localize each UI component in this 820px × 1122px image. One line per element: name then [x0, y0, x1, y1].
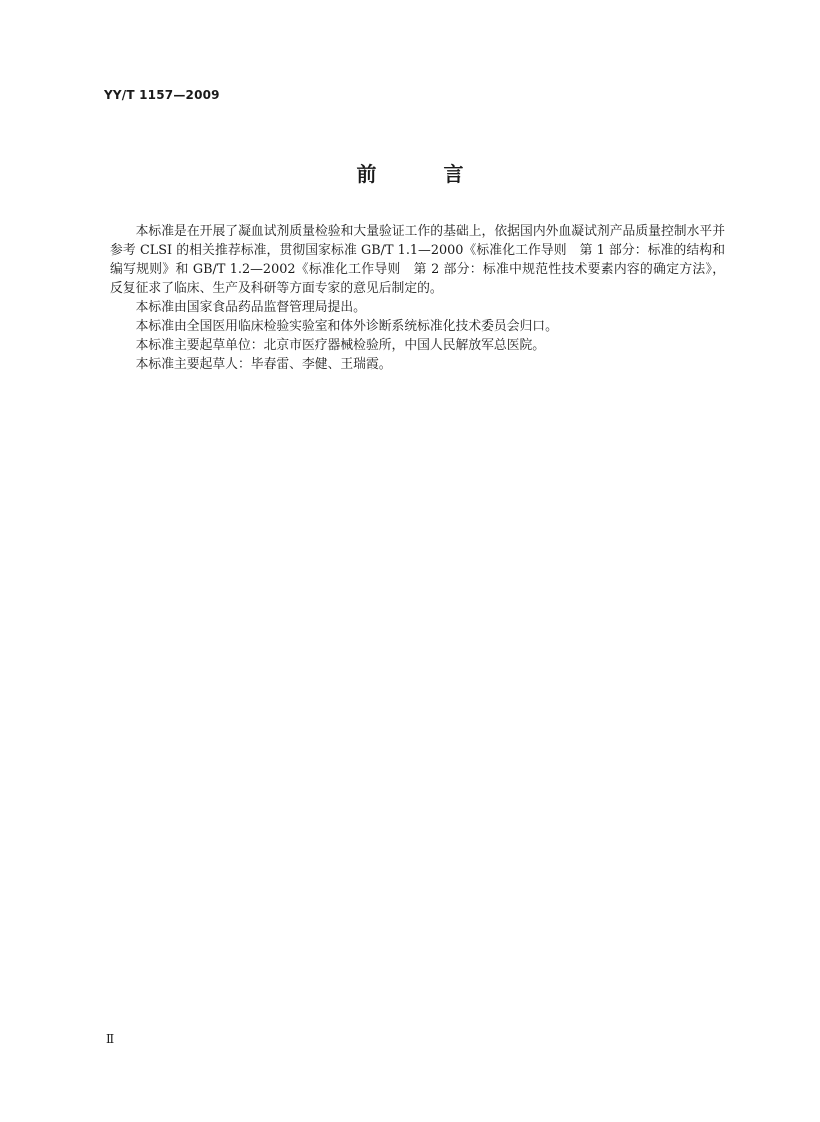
paragraph-proposer: 本标准由国家食品药品监督管理局提出。: [135, 300, 366, 315]
standard-code: YY/T 1157—2009: [104, 88, 220, 102]
paragraph-drafters: 本标准主要起草人：毕春雷、李健、王瑞霞。: [135, 357, 392, 372]
page-number: Ⅱ: [106, 1032, 115, 1046]
paragraph-drafting-units: 本标准主要起草单位：北京市医疗器械检验所，中国人民解放军总医院。: [135, 338, 546, 353]
foreword-body: [110, 222, 725, 374]
paragraph-committee: 本标准由全国医用临床检验实验室和体外诊断系统标准化技术委员会归口。: [135, 319, 558, 334]
paragraph-basis: 本标准是在开展了凝血试剂质量检验和大量验证工作的基础上，依据国内外血凝试剂产品质量控制水平并参考 CLSI 的相关推荐标准，贯彻国家标准 GB/T 1.1—2000《标准化工作导则 第 1 部分：标准的结构和编写规则》和 GB/T 1.2—2002《标准化工作导则 第 2 部分：标准中规范性技术要素内容的确定方法》，反复征求了临床、生产及科研等方面专家的意见后制定的。: [110, 224, 725, 296]
page-title: 前 言: [356, 162, 494, 186]
